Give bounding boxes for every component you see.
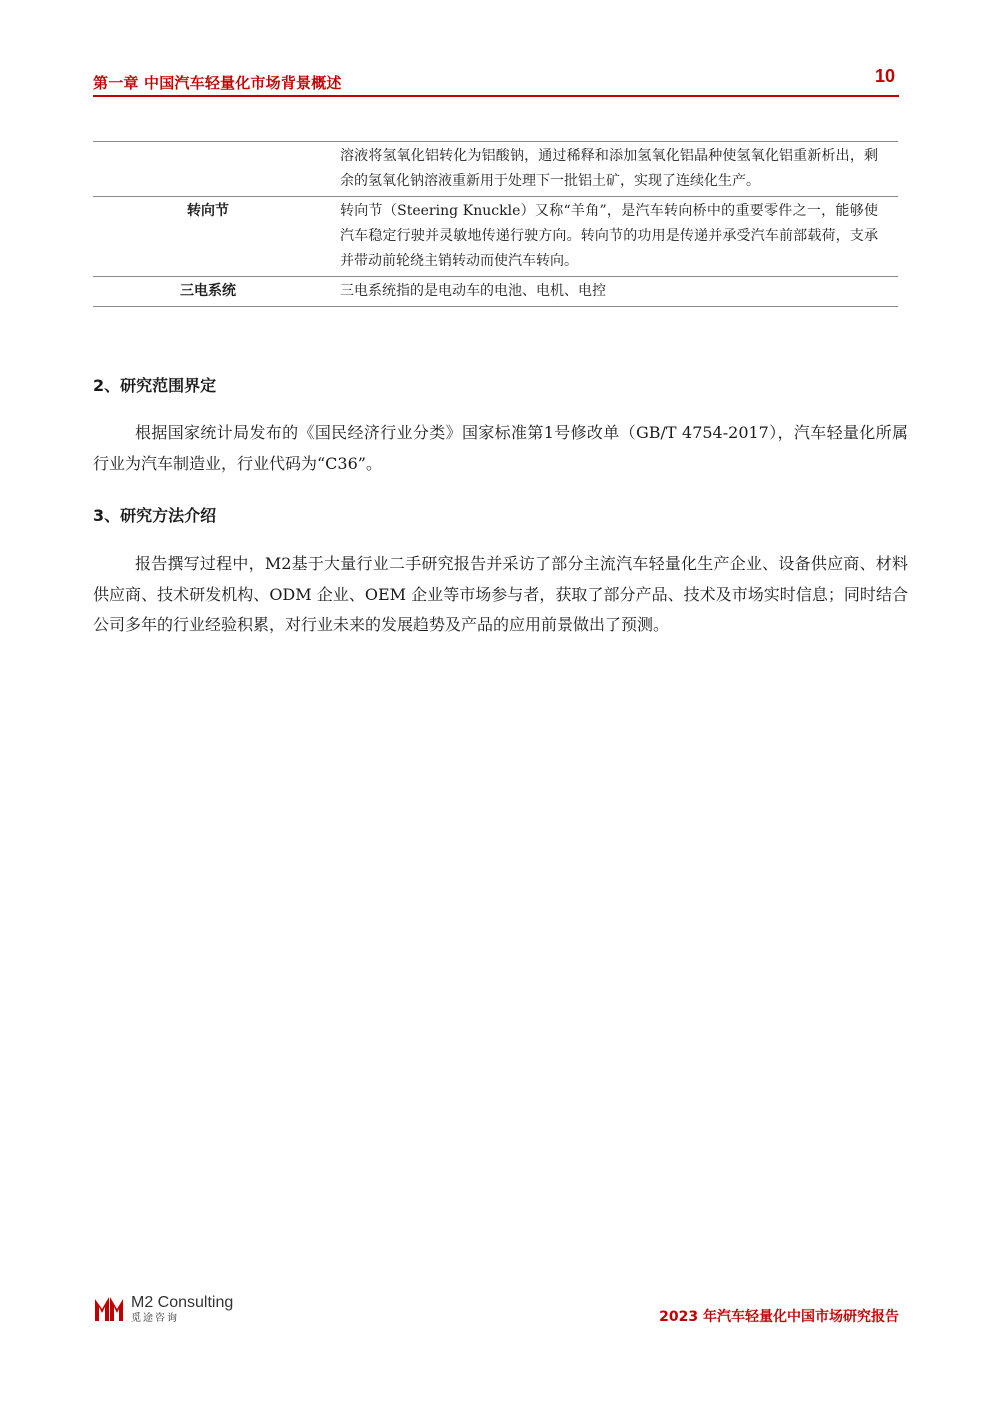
logo-subtitle: 觅途咨询	[131, 1312, 179, 1324]
header-title: 第一章 中国汽车轻量化市场背景概述	[93, 74, 342, 92]
definition-cell: 溶液将氢氧化铝转化为铝酸钠，通过稀释和添加氢氧化铝晶种使氢氧化铝重新析出，剩余的氢氧化钠溶液重新用于处理下一批铝土矿，实现了连续化生产。	[323, 142, 898, 197]
table-row	[93, 142, 898, 197]
section-paragraph-method: 报告撰写过程中，M2基于大量行业二手研究报告并采访了部分主流汽车轻量化生产企业、设备供应商、材料供应商、技术研发机构、ODM 企业、OEM 企业等市场参与者，获取了部分产品、技术及市场实时信息；同时结合公司多年的行业经验积累，对行业未来的发展趋势及产品的应用前景做出了预测。	[93, 554, 908, 634]
logo-name: M2 Consulting	[131, 1293, 234, 1311]
definition-cell: 三电系统指的是电动车的电池、电机、电控	[323, 277, 898, 307]
page-number: 10	[874, 66, 895, 86]
table-row	[93, 197, 898, 277]
term-cell: 三电系统	[93, 277, 323, 307]
section-paragraph-scope: 根据国家统计局发布的《国民经济行业分类》国家标准第1号修改单（GB/T 4754-2017），汽车轻量化所属行业为汽车制造业，行业代码为“C36”。	[93, 423, 908, 473]
section-heading-method: 3、研究方法介绍	[93, 506, 217, 525]
section-heading-scope: 2、研究范围界定	[93, 376, 217, 395]
header-rule	[93, 95, 899, 97]
m2-logo-icon	[93, 1293, 125, 1325]
term-cell	[93, 142, 323, 197]
footer-report-title: 2023 年汽车轻量化中国市场研究报告	[659, 1309, 899, 1325]
term-cell: 转向节	[93, 197, 323, 277]
company-logo	[93, 1293, 233, 1325]
glossary-table	[93, 141, 898, 307]
table-row	[93, 277, 898, 307]
definition-cell: 转向节（Steering Knuckle）又称“羊角”，是汽车转向桥中的重要零件之一，能够使汽车稳定行驶并灵敏地传递行驶方向。转向节的功用是传递并承受汽车前部载荷，支承并带动前轮绕主销转动而使汽车转向。	[323, 197, 898, 277]
